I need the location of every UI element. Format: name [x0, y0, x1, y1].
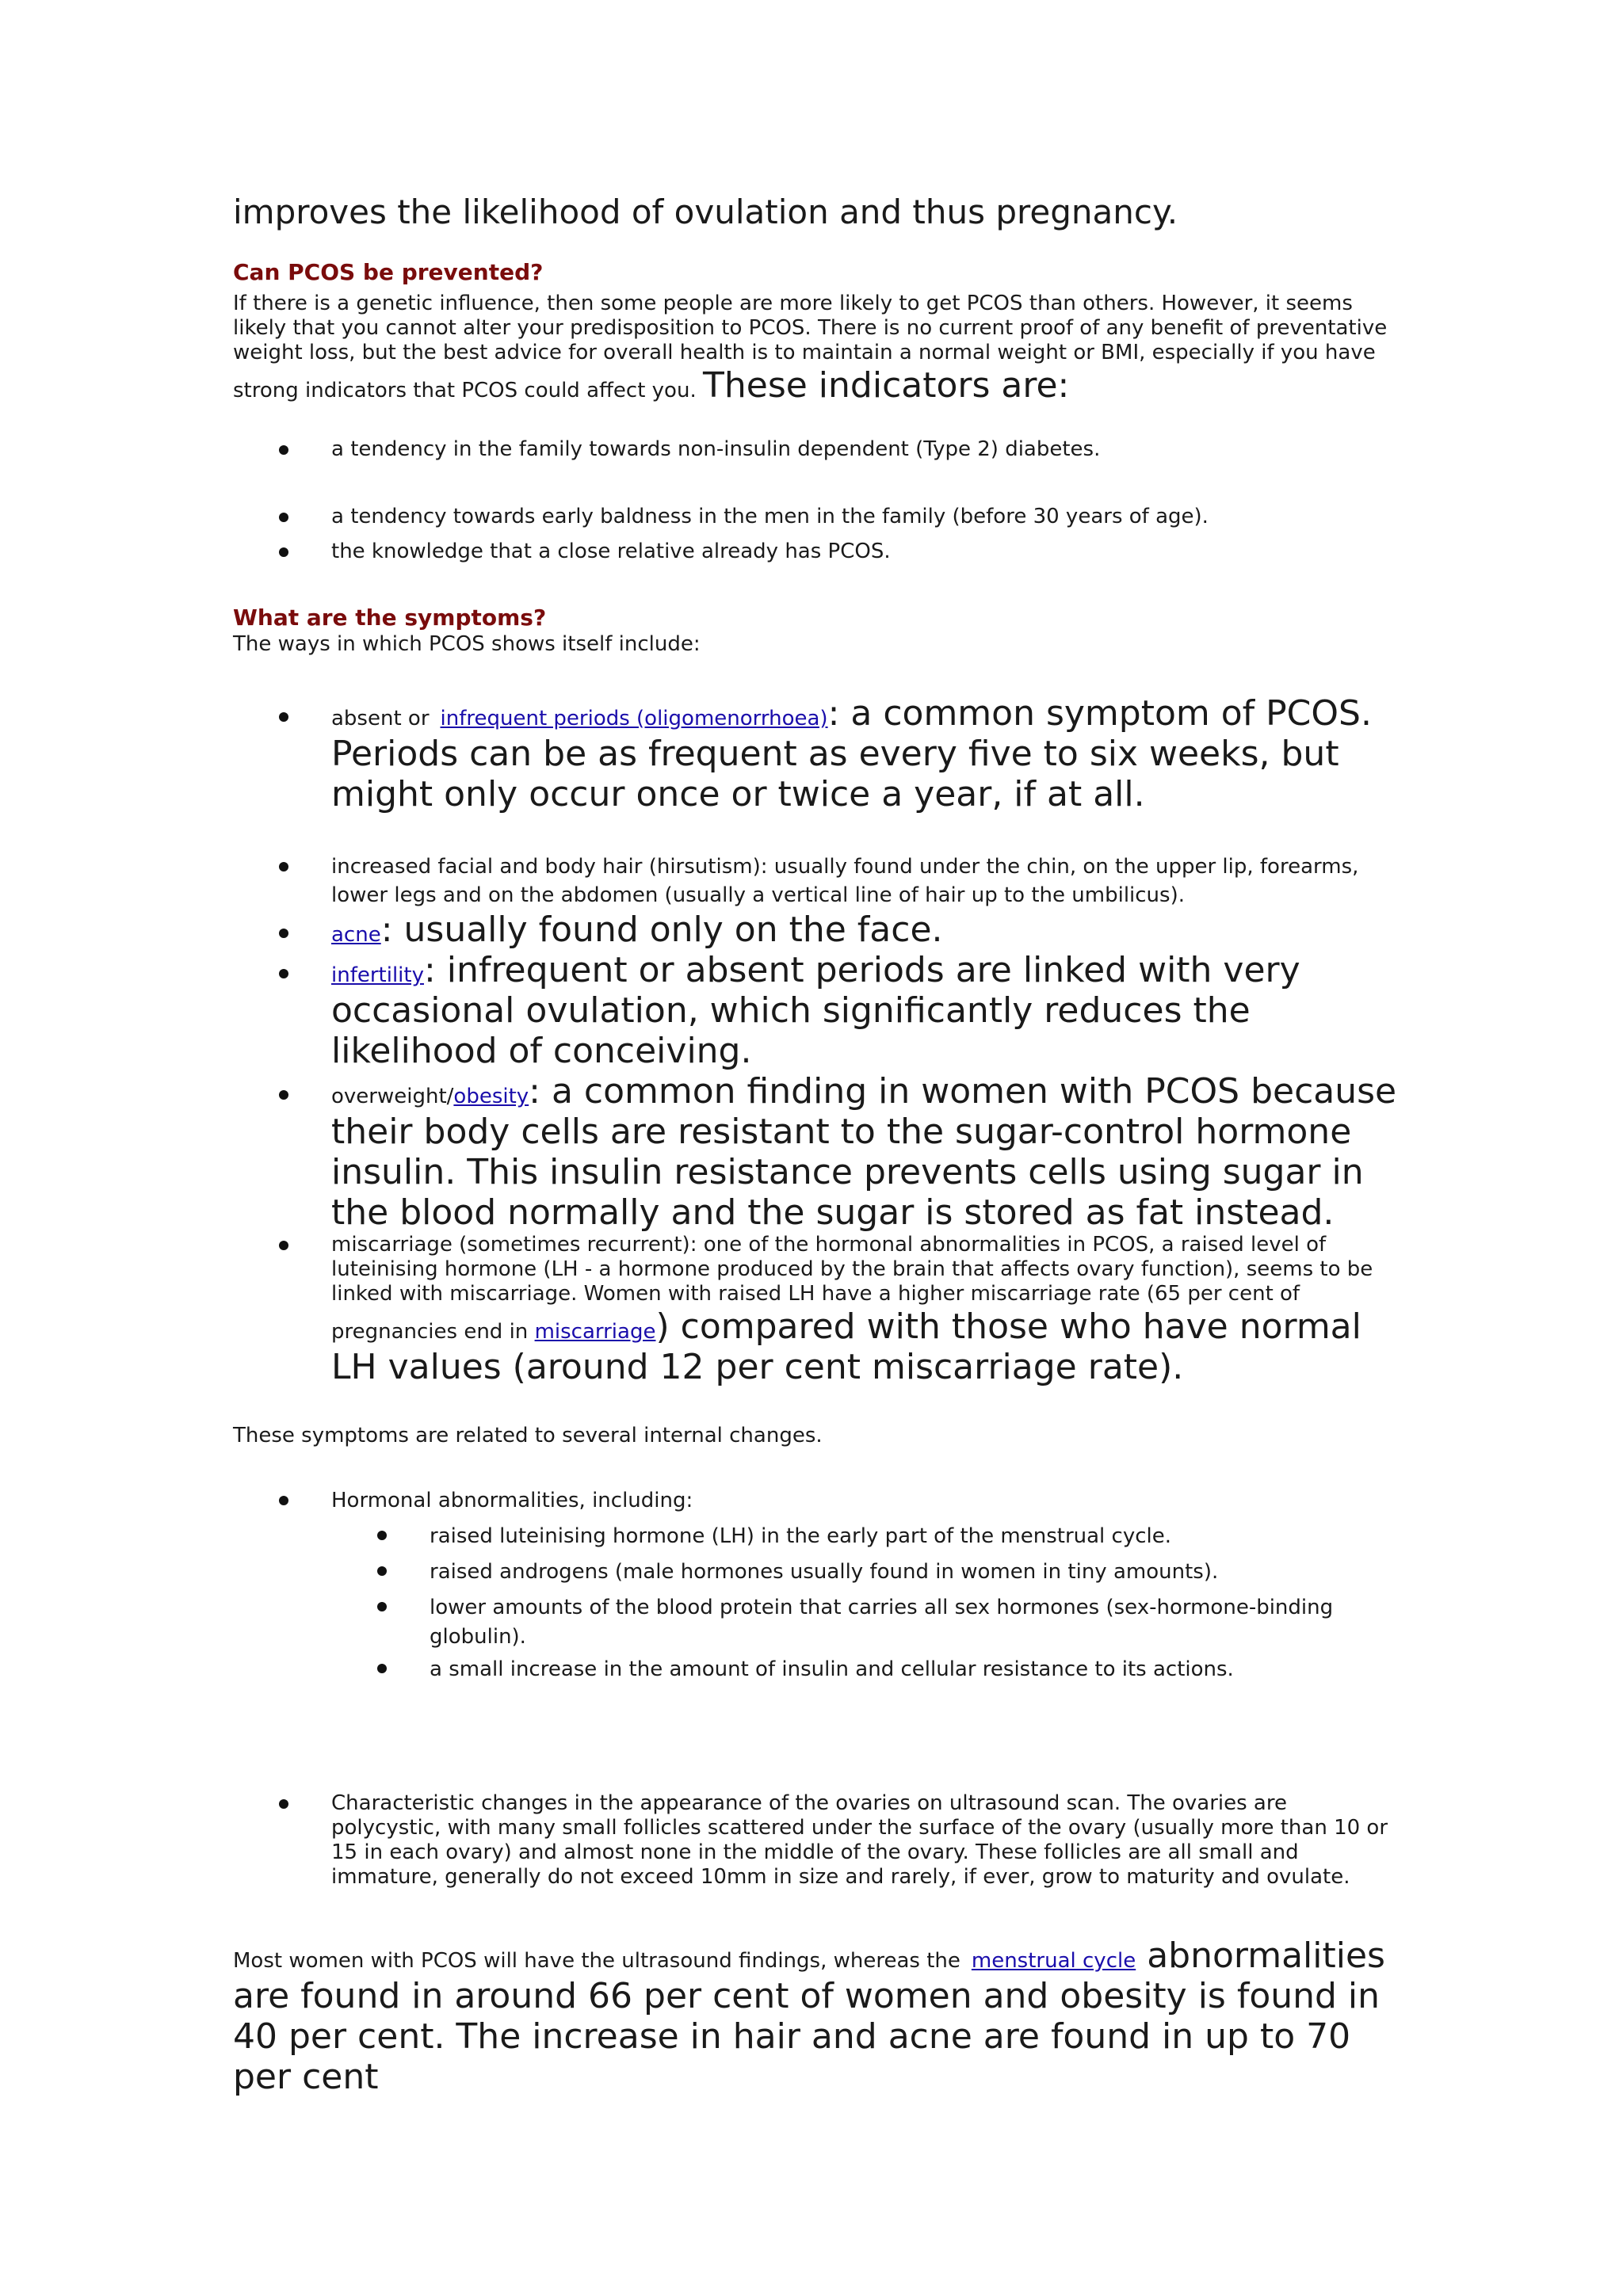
- bullet-icon: [279, 1799, 288, 1809]
- prevent-heading: Can PCOS be prevented?: [233, 259, 544, 285]
- list-item-text: lower amounts of the blood protein that carries all sex hormones (sex-hormone-binding globulin).: [430, 1596, 1334, 1649]
- list-item: [233, 852, 1398, 910]
- list-item: [233, 910, 1398, 950]
- prevent-paragraph: [233, 292, 1398, 406]
- symptom-list: [233, 693, 1398, 1387]
- list-item: [233, 1233, 1398, 1387]
- bullet-icon: [279, 1241, 288, 1250]
- acne-link[interactable]: acne: [331, 923, 381, 947]
- hormonal-sublist: [233, 1522, 1398, 1684]
- infertility-link[interactable]: infertility: [331, 963, 424, 987]
- bullet-icon: [377, 1566, 387, 1576]
- list-item: [233, 1522, 1398, 1551]
- symptoms-intro: The ways in which PCOS shows itself include:: [233, 632, 701, 656]
- list-item: [233, 1486, 1398, 1516]
- infrequent-periods-link[interactable]: infrequent periods (oligomenorrhoea): [440, 707, 828, 730]
- list-item: [233, 693, 1398, 814]
- bullet-icon: [279, 1090, 288, 1100]
- symptoms-heading: What are the symptoms?: [233, 605, 547, 631]
- ovary-list: [233, 1791, 1398, 1890]
- list-item: [233, 1071, 1398, 1233]
- bullet-icon: [279, 862, 288, 871]
- obesity-link[interactable]: obesity: [453, 1085, 529, 1108]
- acne-text: : usually found only on the face.: [380, 910, 943, 950]
- obesity-text: : a common finding in women with PCOS because their body cells are resistant to the sugar-control hormone insulin. This insulin resistance prevents cells using sugar in the blood normally and the sugar is stored as fat instead.: [331, 1071, 1397, 1233]
- prevent-indicators-text: These indicators are:: [702, 365, 1070, 406]
- list-item: [233, 1558, 1398, 1587]
- list-item: [233, 1593, 1398, 1652]
- bullet-icon: [279, 547, 288, 557]
- article-body: [233, 190, 1398, 2097]
- closing-stats-text: abnormalities are found in around 66 per cent of women and obesity is found in 40 per cent. The increase in hair and acne are found in up to 70 per cent: [233, 1936, 1385, 2097]
- ovary-text: Characteristic changes in the appearance of the ovaries on ultrasound scan. The ovaries are polycystic, with many small follicles scattered under the surface of the ovary (usually more than 10 or 15 in each ovary) and almost none in the middle of the ovary. These follicles are all small and immature, generally do not exceed 10mm in size and rarely, if ever, grow to maturity and ovulate.: [331, 1791, 1388, 1889]
- prevent-paragraph-text: If there is a genetic influence, then some people are more likely to get PCOS than others. However, it seems likely that you cannot alter your predisposition to PCOS. There is no current proof of any benefit of preventative weight loss, but the best advice for overall health is to maintain a normal weight or BMI, especially if you have strong indicators that PCOS could affect you.: [233, 292, 1388, 402]
- changes-list: [233, 1486, 1398, 1516]
- bullet-icon: [279, 969, 288, 978]
- list-item-text: a tendency in the family towards non-insulin dependent (Type 2) diabetes.: [331, 437, 1101, 461]
- absent-prefix: absent or: [331, 707, 430, 730]
- menstrual-cycle-link[interactable]: menstrual cycle: [971, 1949, 1136, 1973]
- closing-paragraph: [233, 1936, 1398, 2097]
- list-item: [233, 1655, 1398, 1684]
- list-item: [233, 1791, 1398, 1890]
- list-item-text: raised luteinising hormone (LH) in the early part of the menstrual cycle.: [430, 1524, 1171, 1548]
- bullet-icon: [377, 1531, 387, 1540]
- intro-line: improves the likelihood of ovulation and thus pregnancy.: [233, 193, 1178, 231]
- bullet-icon: [279, 712, 288, 722]
- absent-text: : a common symptom of PCOS. Periods can be as frequent as every five to six weeks, but might only occur once or twice a year, if at all.: [331, 693, 1372, 814]
- changes-intro: These symptoms are related to several internal changes.: [233, 1424, 823, 1447]
- list-item-text: the knowledge that a close relative already has PCOS.: [331, 540, 891, 563]
- bullet-icon: [279, 513, 288, 522]
- hormonal-text: Hormonal abnormalities, including:: [331, 1489, 693, 1512]
- bullet-icon: [279, 929, 288, 938]
- miscarriage-comparison-text: ) compared with those who have normal LH values (around 12 per cent miscarriage rate).: [331, 1306, 1361, 1387]
- overweight-prefix: overweight/: [331, 1085, 454, 1108]
- bullet-icon: [279, 1496, 288, 1505]
- infertility-text: : infrequent or absent periods are linked with very occasional ovulation, which significantly reduces the likelihood of conceiving.: [331, 950, 1300, 1071]
- indicator-list: [233, 437, 1398, 564]
- list-item: [233, 505, 1398, 529]
- list-item-text: raised androgens (male hormones usually found in women in tiny amounts).: [430, 1560, 1219, 1584]
- list-item: [233, 540, 1398, 564]
- bullet-icon: [377, 1664, 387, 1673]
- list-item: [233, 437, 1398, 462]
- miscarriage-text: miscarriage (sometimes recurrent): one of the hormonal abnormalities in PCOS, a raised level of luteinising hormone (LH - a hormone produced by the brain that affects ovary function), seems to be linked with miscarriage. Women with raised LH have a higher miscarriage rate (65 per cent of pregnancies end in: [331, 1233, 1373, 1344]
- list-item: [233, 950, 1398, 1071]
- bullet-icon: [377, 1602, 387, 1611]
- miscarriage-link[interactable]: miscarriage: [534, 1320, 656, 1344]
- closing-text: Most women with PCOS will have the ultrasound findings, whereas the: [233, 1949, 960, 1973]
- hirsutism-text: increased facial and body hair (hirsutism): usually found under the chin, on the upper lip, forearms, lower legs and on the abdomen (usually a vertical line of hair up to the umbilicus).: [331, 855, 1359, 907]
- bullet-icon: [279, 445, 288, 455]
- list-item-text: a tendency towards early baldness in the men in the family (before 30 years of age).: [331, 505, 1209, 528]
- list-item-text: a small increase in the amount of insulin and cellular resistance to its actions.: [430, 1657, 1234, 1681]
